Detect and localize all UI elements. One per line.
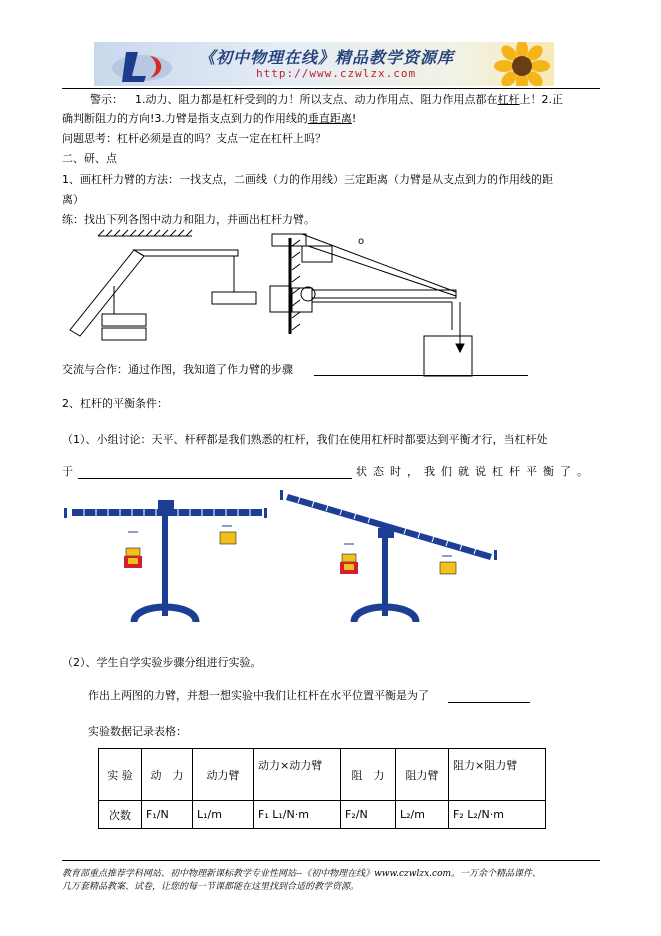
crane-load-1 [102, 314, 146, 326]
purpose-blank[interactable] [448, 702, 530, 703]
header-banner [94, 42, 554, 86]
table-header-row [99, 749, 546, 801]
warning-underlined-lever: 杠杆 [497, 93, 520, 106]
ceiling-hatch [98, 230, 192, 236]
unit-cell: 次数 [99, 801, 142, 829]
sunflower-icon [492, 42, 554, 86]
warning-prefix: 警示： [90, 93, 123, 106]
banner-url: http://www.czwlzx.com [256, 67, 417, 80]
group-line-2 [62, 464, 73, 479]
unit-cell: F₁ L₁/N·m [254, 801, 341, 829]
section-heading: 二、研、点 [62, 152, 117, 165]
method-line-1: 1、画杠杆力臂的方法：一找支点，二画线（力的作用线）三定距离（力臂是从支点到力的作用线的距 [62, 173, 553, 186]
crane-arm [70, 250, 144, 336]
experiment-data-table [98, 748, 546, 829]
pivot-o-label: o [358, 236, 365, 247]
group-line-1: （1）、小组讨论：天平、杆秤都是我们熟悉的杠杆，我们在使用杠杆时都要达到平衡才行，当杠杆处 [62, 433, 548, 446]
table-unit-row [99, 801, 546, 829]
header-cell: 实 验 [99, 749, 142, 801]
footer-rule [62, 860, 600, 861]
group-prefix: 于 [62, 465, 73, 478]
footer-line-2: 几万套精品教案、试卷，让您的每一节课都能在这里找到合适的教学资源。 [62, 882, 360, 892]
header-cell: 动力臂 [193, 749, 254, 801]
balance-figures [62, 490, 512, 630]
header-cell: 阻力臂 [396, 749, 449, 801]
unit-cell: F₂/N [341, 801, 396, 829]
unit-cell: L₁/m [193, 801, 254, 829]
unit-cell: L₂/m [396, 801, 449, 829]
warning-text-3: 确判断阻力的方向!3.力臂是指支点到力的作用线的 [62, 112, 308, 125]
balance-state-blank[interactable] [78, 478, 352, 479]
method-line-2: 离） [62, 193, 84, 206]
question-text: 问题思考：杠杆必须是直的吗？支点一定在杠杆上吗？ [62, 132, 326, 145]
hanging-block [424, 336, 472, 376]
warning-line-1 [90, 92, 563, 107]
header-cell: 阻力×阻力臂 [449, 749, 546, 801]
record-text: 实验数据记录表格： [88, 725, 187, 738]
crane-boom [134, 250, 238, 256]
exchange-text: 交流与合作：通过作图，我知道了作力臂的步骤 [62, 363, 293, 376]
site-logo-icon [106, 46, 176, 84]
pivot-circle [301, 287, 315, 301]
warning-text-1: 1.动力、阻力都是杠杆受到的力！所以支点、动力作用点、阻力作用点都在 [135, 93, 498, 106]
header-rule [62, 88, 600, 89]
group-suffix: 状态时，我们就说杠杆平衡了。 [356, 465, 594, 478]
exchange-blank[interactable] [314, 375, 528, 376]
unit-cell: F₂ L₂/N·m [449, 801, 546, 829]
banner-title: 《初中物理在线》精品教学资源库 [199, 48, 455, 67]
warning-text-4: ! [351, 112, 357, 125]
self-study-text: （2）、学生自学实验步骤分组进行实验。 [62, 656, 262, 669]
tilted-lever [280, 490, 497, 622]
warning-text-2: 上！2.正 [519, 93, 563, 106]
balanced-lever [64, 500, 267, 622]
crane-load-2 [212, 292, 256, 304]
practice-text: 练：找出下列各图中动力和阻力，并画出杠杆力臂。 [62, 213, 315, 226]
warning-line-2 [62, 111, 356, 126]
footer-line-1: 教育部重点推荐学科网站、初中物理新课标教学专业性网站--《初中物理在线》www.czwlzx.com。一万余个精品课件、 [62, 869, 542, 879]
header-cell: 动 力 [142, 749, 193, 801]
header-cell: 阻 力 [341, 749, 396, 801]
balance-title: 2、杠杆的平衡条件： [62, 397, 168, 410]
warning-underlined-distance: 垂直距离 [307, 112, 352, 125]
wall-hatch [292, 240, 300, 330]
draw-arms-text: 作出上两图的力臂，并想一想实验中我们让杠杆在水平位置平衡是为了 [88, 689, 429, 702]
wall-lever-arm [312, 290, 456, 298]
unit-cell: F₁/N [142, 801, 193, 829]
header-cell: 动力×动力臂 [254, 749, 341, 801]
